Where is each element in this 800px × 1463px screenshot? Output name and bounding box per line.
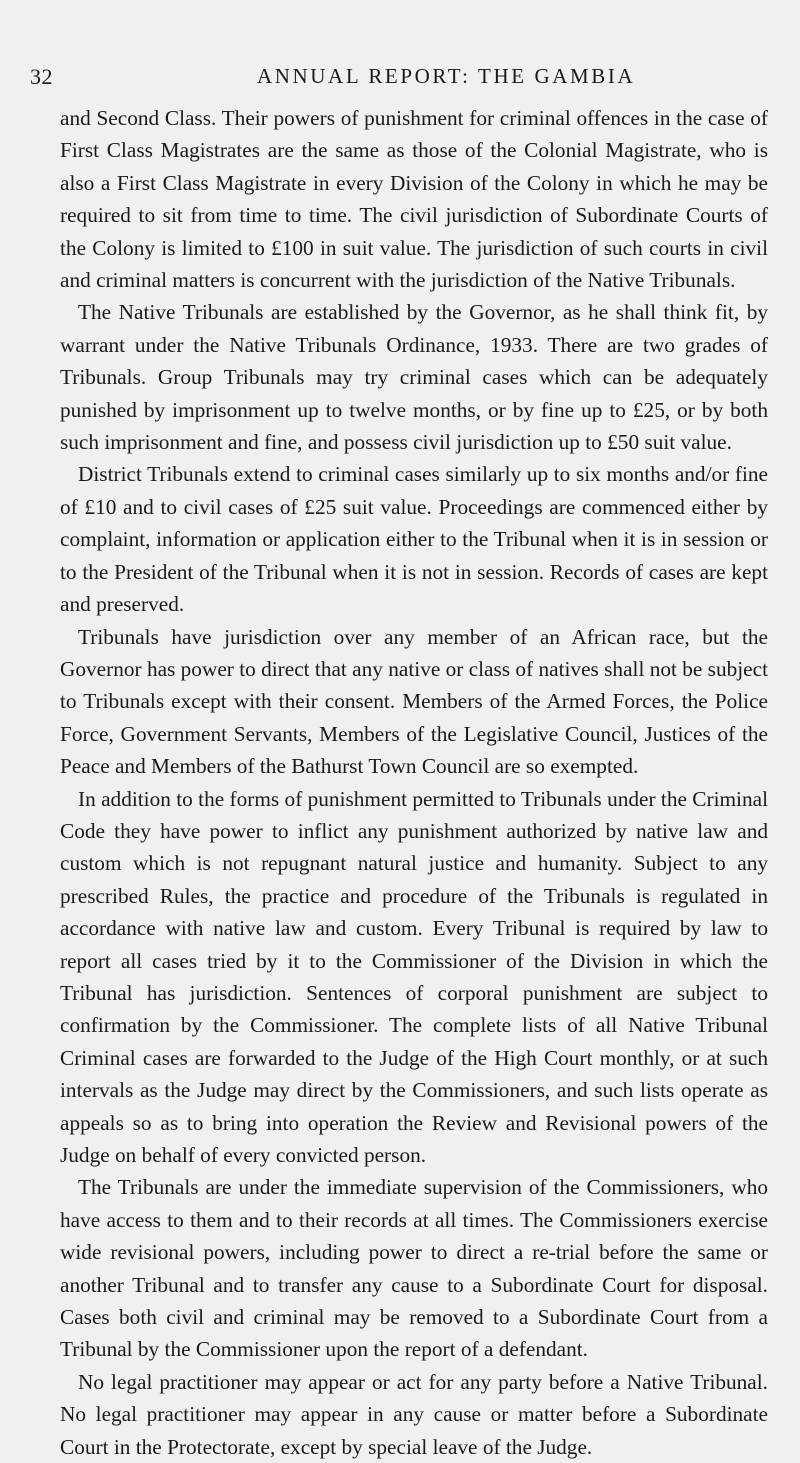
page-number: 32	[30, 64, 53, 89]
paragraph: The Tribunals are under the immediate supervision of the Commissioners, who have access to them and to their records at all times. The Commissioners exercise wide revisional powers, including power to direct a re-trial before the same or another Tribunal and to transfer any cause to a Subordinate Court for disposal. Cases both civil and criminal may be removed to a Subordinate Court from a Tribunal by the Commissioner upon the report of a defendant.	[60, 1175, 768, 1362]
running-head: ANNUAL REPORT: THE GAMBIA	[257, 64, 636, 88]
paragraph: The Native Tribunals are established by the Governor, as he shall think fit, by warrant under the Native Tribunals Ordinance, 1933. There are two grades of Tribunals. Group Tribunals may try criminal cases which can be adequately punished by imprisonment up to twelve months, or by fine up to £25, or by both such imprisonment and fine, and possess civil jurisdiction up to £50 suit value.	[60, 300, 768, 455]
paragraph: In addition to the forms of punishment permitted to Tribunals under the Criminal Code they have power to inflict any punishment authorized by native law and custom which is not repugnant natural justice and humanity. Subject to any prescribed Rules, the practice and procedure of the Tribunals is regulated in accordance with native law and custom. Every Tribunal is required by law to report all cases tried by it to the Commissioner of the Division in which the Tribunal has jurisdiction. Sentences of corporal punishment are subject to confirmation by the Commissioner. The complete lists of all Native Tribunal Criminal cases are forwarded to the Judge of the High Court monthly, or at such intervals as the Judge may direct by the Commissioners, and such lists operate as appeals so as to bring into operation the Review and Revisional powers of the Judge on behalf of every convicted person.	[60, 786, 768, 1167]
page-header	[30, 64, 770, 94]
paragraph: No legal practitioner may appear or act for any party before a Native Tribunal. No legal practitioner may appear in any cause or matter before a Subordinate Court in the Protectorate, except by special leave of the Judge.	[60, 1369, 768, 1459]
paragraph: Tribunals have jurisdiction over any member of an African race, but the Governor has power to direct that any native or class of natives shall not be subject to Tribunals except with their consent. Members of the Armed Forces, the Police Force, Government Servants, Members of the Legislative Council, Justices of the Peace and Members of the Bathurst Town Council are so exempted.	[60, 624, 768, 779]
body-text	[60, 102, 768, 1463]
paragraph: and Second Class. Their powers of punishment for criminal offences in the case of First Class Magistrates are the same as those of the Colonial Magistrate, who is also a First Class Magistrate in every Division of the Colony in which he may be required to sit from time to time. The civil jurisdiction of Subordinate Courts of the Colony is limited to £100 in suit value. The jurisdiction of such courts in civil and criminal matters is concurrent with the jurisdiction of the Native Tribunals.	[60, 106, 768, 293]
paragraph: District Tribunals extend to criminal cases similarly up to six months and/or fine of £10 and to civil cases of £25 suit value. Proceedings are commenced either by complaint, information or application either to the Tribunal when it is in session or to the President of the Tribunal when it is not in session. Records of cases are kept and preserved.	[60, 462, 768, 617]
